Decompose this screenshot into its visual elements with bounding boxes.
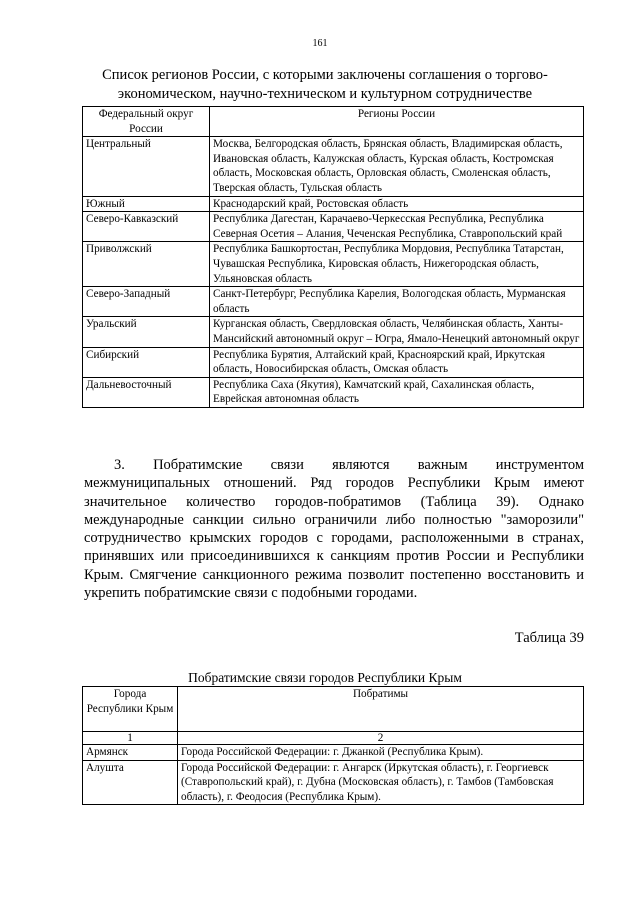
- regions-cell: Москва, Белгородская область, Брянская область, Владимирская область, Ивановская область, Калужская область, Курская область, Костромская область, Московская область, Орловская область, Смоленская область, Тверская область, Тульская область: [210, 137, 584, 196]
- regions-table: [82, 106, 584, 408]
- table-row: [83, 212, 584, 242]
- regions-cell: Курганская область, Свердловская область, Челябинская область, Ханты-Мансийский автономный округ – Югра, Ямало-Ненецкий автономный округ: [210, 317, 584, 347]
- table-row: [83, 242, 584, 287]
- header-district: Федеральный округ России: [83, 107, 210, 137]
- table-row: [83, 745, 584, 761]
- table-row: [83, 196, 584, 212]
- regions-cell: Республика Саха (Якутия), Камчатский край, Сахалинская область, Еврейская автономная область: [210, 377, 584, 407]
- header-regions: Регионы России: [210, 107, 584, 137]
- regions-cell: Санкт-Петербург, Республика Карелия, Вологодская область, Мурманская область: [210, 287, 584, 317]
- table-row: [83, 377, 584, 407]
- table-header-row: [83, 107, 584, 137]
- table-row: [83, 287, 584, 317]
- district-cell: Уральский: [83, 317, 210, 347]
- table-row: [83, 137, 584, 196]
- table1-title-line1: Список регионов России, с которыми заключены соглашения о торгово-: [102, 67, 548, 83]
- twins-cell: Города Российской Федерации: г. Ангарск (Иркутская область), г. Георгиевск (Ставропольский край), г. Дубна (Московская область), г. Тамбов (Тамбовская область), г. Феодосия (Республика Крым).: [178, 760, 584, 805]
- district-cell: Северо-Западный: [83, 287, 210, 317]
- twins-cell: Города Российской Федерации: г. Джанкой (Республика Крым).: [178, 745, 584, 761]
- city-cell: Алушта: [83, 760, 178, 805]
- district-cell: Северо-Кавказский: [83, 212, 210, 242]
- index-cell-1: 1: [83, 732, 178, 745]
- table-label: Таблица 39: [514, 630, 584, 646]
- header-city: Города Республики Крым: [83, 687, 178, 732]
- index-row: [83, 732, 584, 745]
- body-paragraph: [84, 456, 584, 602]
- page-number: 161: [312, 38, 328, 49]
- district-cell: Сибирский: [83, 347, 210, 377]
- regions-cell: Республика Дагестан, Карачаево-Черкесская Республика, Республика Северная Осетия – Алания, Чеченская Республика, Ставропольский край: [210, 212, 584, 242]
- district-cell: Дальневосточный: [83, 377, 210, 407]
- regions-cell: Республика Бурятия, Алтайский край, Красноярский край, Иркутская область, Новосибирская область, Омская область: [210, 347, 584, 377]
- index-cell-2: 2: [178, 732, 584, 745]
- paragraph-text: 3. Побратимские связи являются важным инструментом межмуниципальных отношений. Ряд городов Республики Крым имеют значительное количество городов-побратимов (Таблица 39). Однако международные санкции сильно ограничили либо полностью "заморозили" сотрудничество крымских городов с городами, расположенными в странах, принявших или присоединившихся к санкциям против России и Республики Крым. Смягчение санкционного режима позволит постепенно восстановить и укрепить побратимские связи с подобными городами.: [84, 457, 584, 602]
- table1-title-line2: экономическом, научно-техническом и культурном сотрудничестве: [117, 86, 533, 102]
- regions-cell: Краснодарский край, Ростовская область: [210, 196, 584, 212]
- district-cell: Южный: [83, 196, 210, 212]
- city-cell: Армянск: [83, 745, 178, 761]
- table-header-row: [83, 687, 584, 732]
- table1-title: [60, 66, 590, 104]
- header-twins: Побратимы: [178, 687, 584, 732]
- district-cell: Центральный: [83, 137, 210, 196]
- table-row: [83, 347, 584, 377]
- table-row: [83, 760, 584, 805]
- table-row: [83, 317, 584, 347]
- district-cell: Приволжский: [83, 242, 210, 287]
- twin-cities-table: [82, 686, 584, 805]
- regions-cell: Республика Башкортостан, Республика Мордовия, Республика Татарстан, Чувашская Республика, Кировская область, Нижегородская область, Ульяновская область: [210, 242, 584, 287]
- table2-title: Побратимские связи городов Республики Крым: [188, 670, 462, 685]
